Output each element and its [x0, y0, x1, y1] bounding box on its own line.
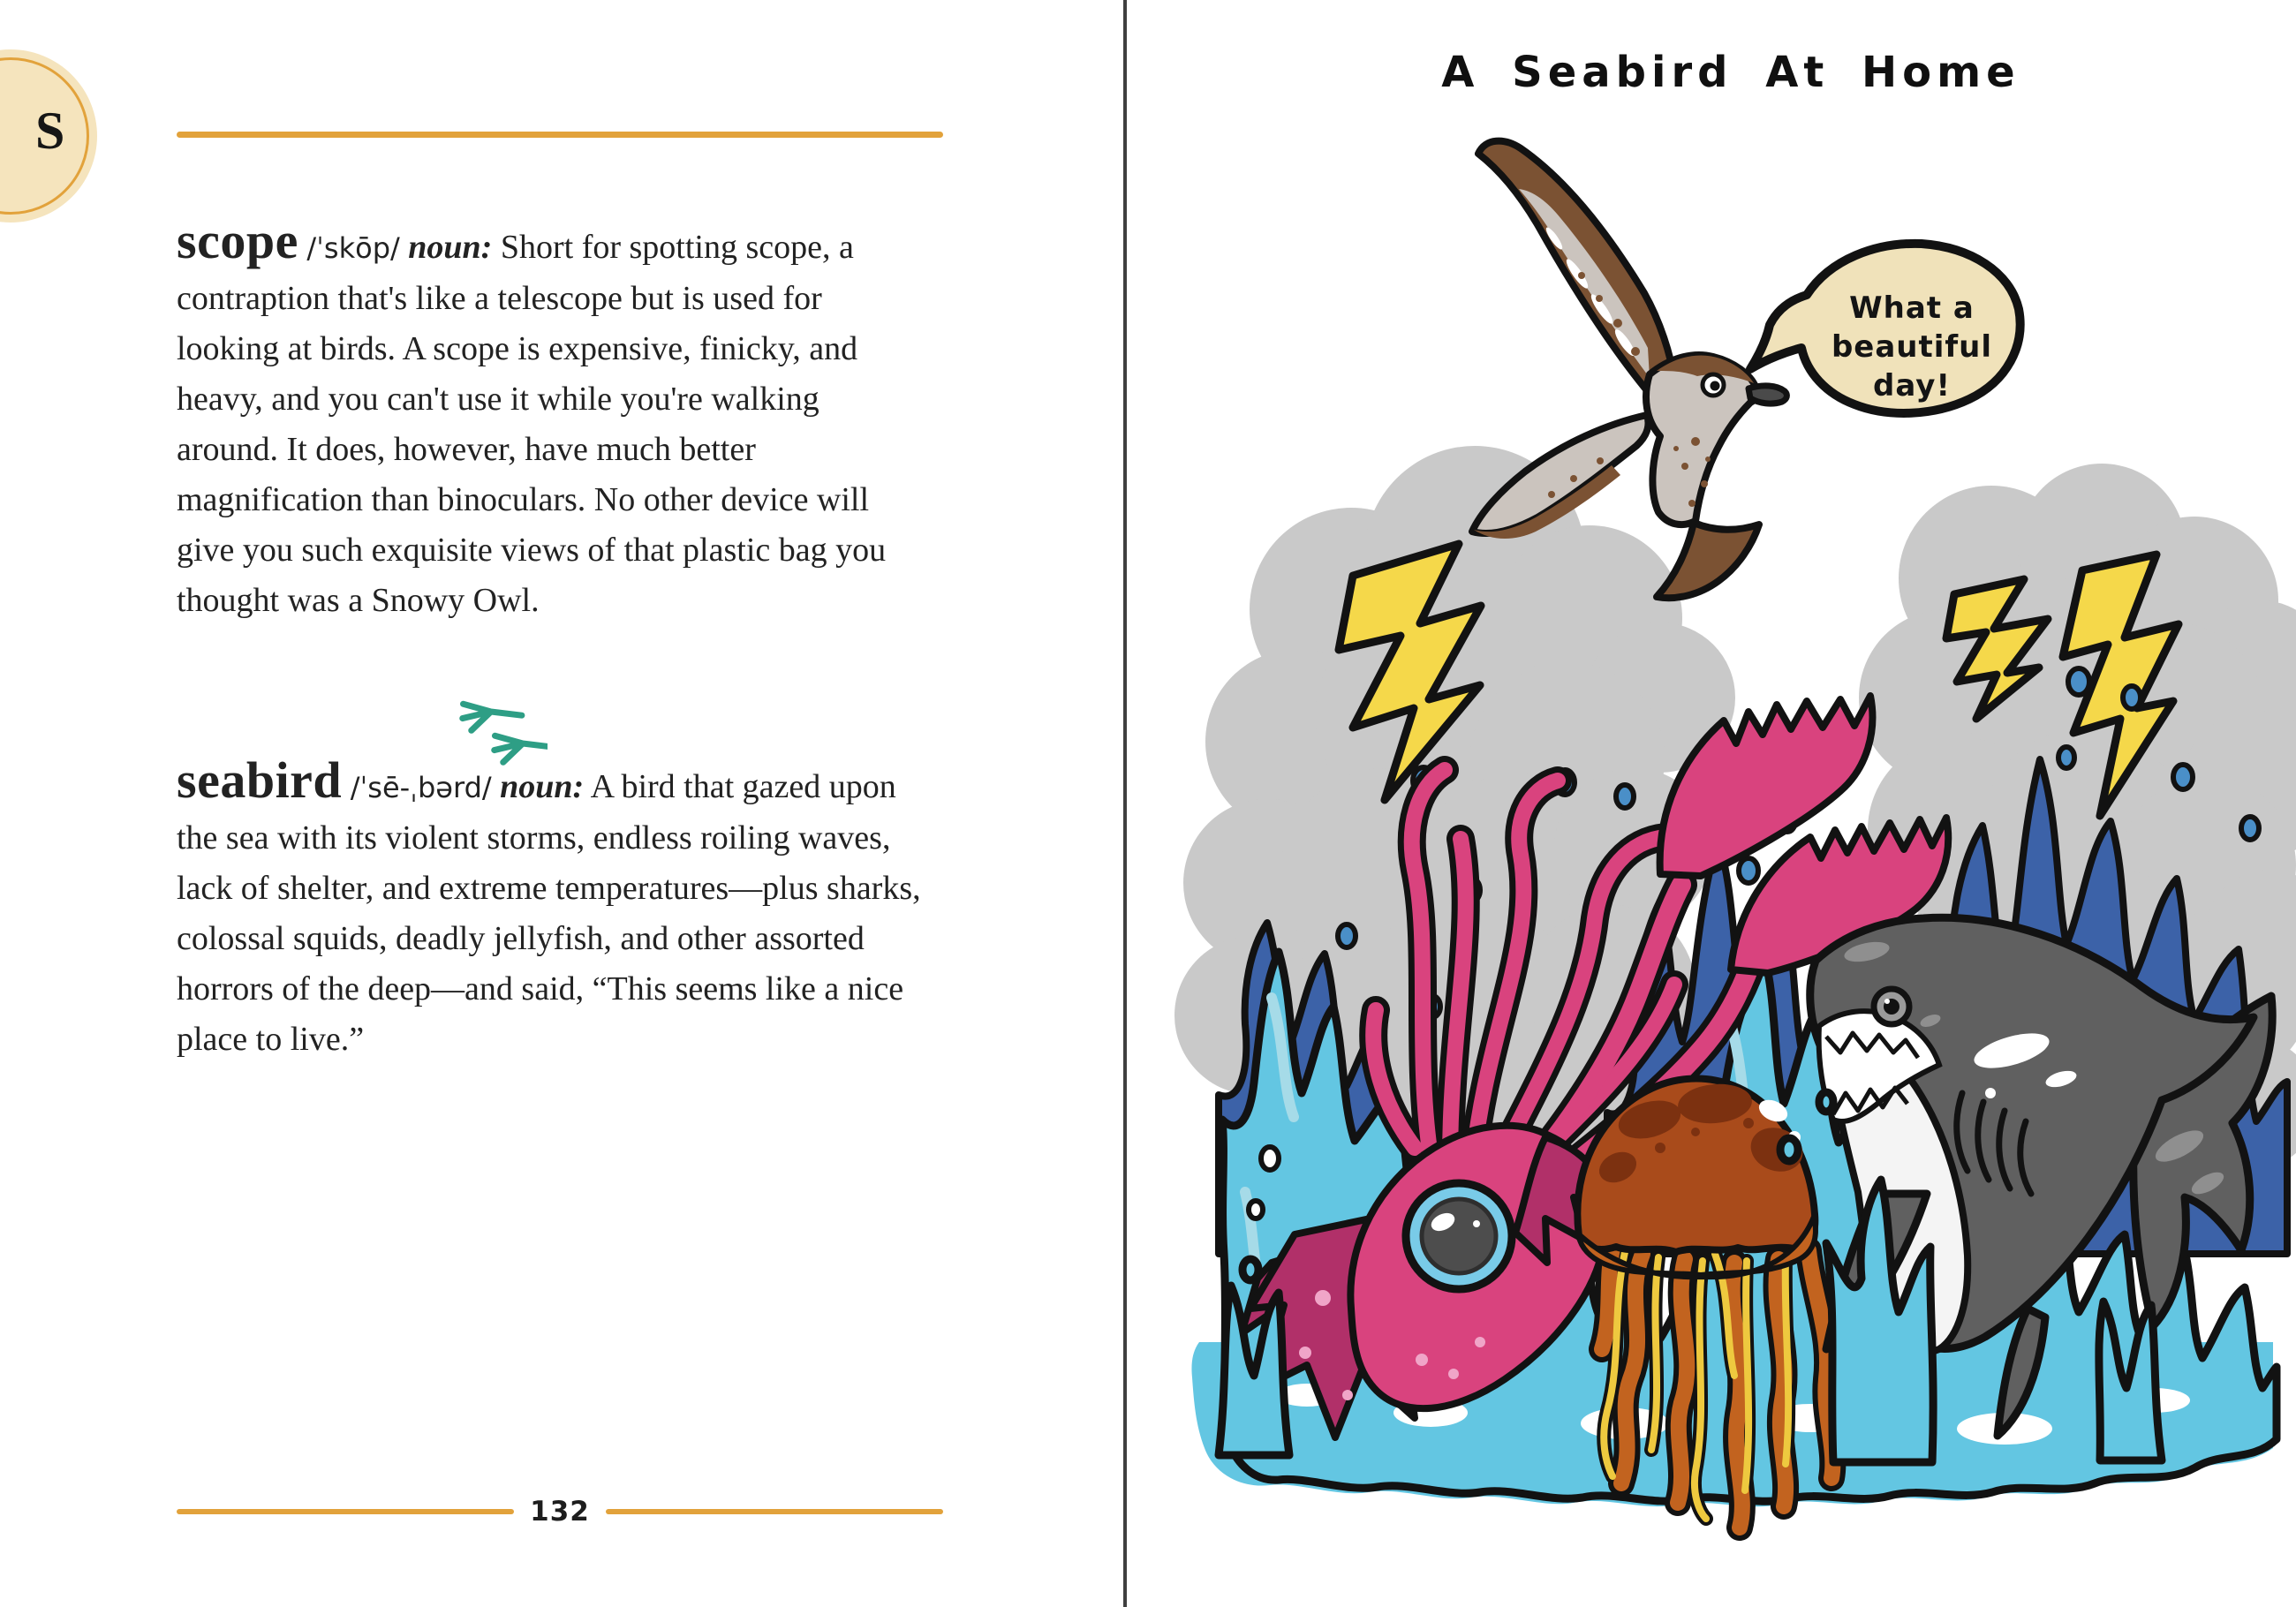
- bird-eye: [1703, 374, 1724, 396]
- entry-pronunciation: /ˈsē-ˌbərd/: [350, 771, 492, 804]
- shark-eye: [1874, 989, 1909, 1024]
- footer-rule-right: [606, 1509, 943, 1514]
- entry-part-of-speech: noun:: [500, 768, 585, 805]
- entry-scope: [177, 212, 923, 626]
- entry-seabird: [177, 751, 923, 1065]
- illustration-title: A Seabird At Home: [1441, 48, 2020, 97]
- seabird: [1472, 141, 1786, 599]
- top-rule: [177, 132, 943, 138]
- entry-definition: A bird that gazed upon the sea with its violent storms, endless roiling waves, lack of shelter, and extreme temperatures—plus sharks, colossal squids, deadly jellyfish, and other assorted horrors of the deep—and said, “This seems like a nice place to live.”: [177, 768, 921, 1058]
- page-gutter-divider: [1123, 0, 1127, 1607]
- speech-bubble-line: What a: [1849, 290, 1975, 326]
- seabird-at-home-illustration: [1166, 0, 2296, 1607]
- speech-bubble-line: day!: [1873, 368, 1951, 404]
- entry-definition: Short for spotting scope, a contraption that's like a telescope but is used for looking at birds. A scope is expensive, finicky, and heavy, and you can't use it while you're walking around. It does, however, have much better magnification than binoculars. No other device will give you such exquisite views of that plastic bag you thought was a Snowy Owl.: [177, 229, 887, 619]
- section-letter: S: [35, 102, 65, 160]
- entry-part-of-speech: noun:: [408, 229, 493, 266]
- entry-headword: scope: [177, 212, 298, 269]
- footer-rule-left: [177, 1509, 514, 1514]
- speech-bubble: [1750, 244, 2020, 413]
- bird-tail: [1657, 523, 1759, 598]
- bird-beak: [1748, 386, 1786, 404]
- bird-footprints-icon: [442, 689, 548, 768]
- entry-pronunciation: /ˈskōp/: [306, 231, 400, 265]
- page-footer: [177, 1496, 943, 1528]
- dictionary-entries: [177, 212, 923, 1065]
- squid-eye: [1406, 1183, 1512, 1289]
- speech-bubble-line: beautiful: [1831, 329, 1993, 365]
- entry-headword: seabird: [177, 751, 343, 809]
- page-number: 132: [530, 1496, 590, 1528]
